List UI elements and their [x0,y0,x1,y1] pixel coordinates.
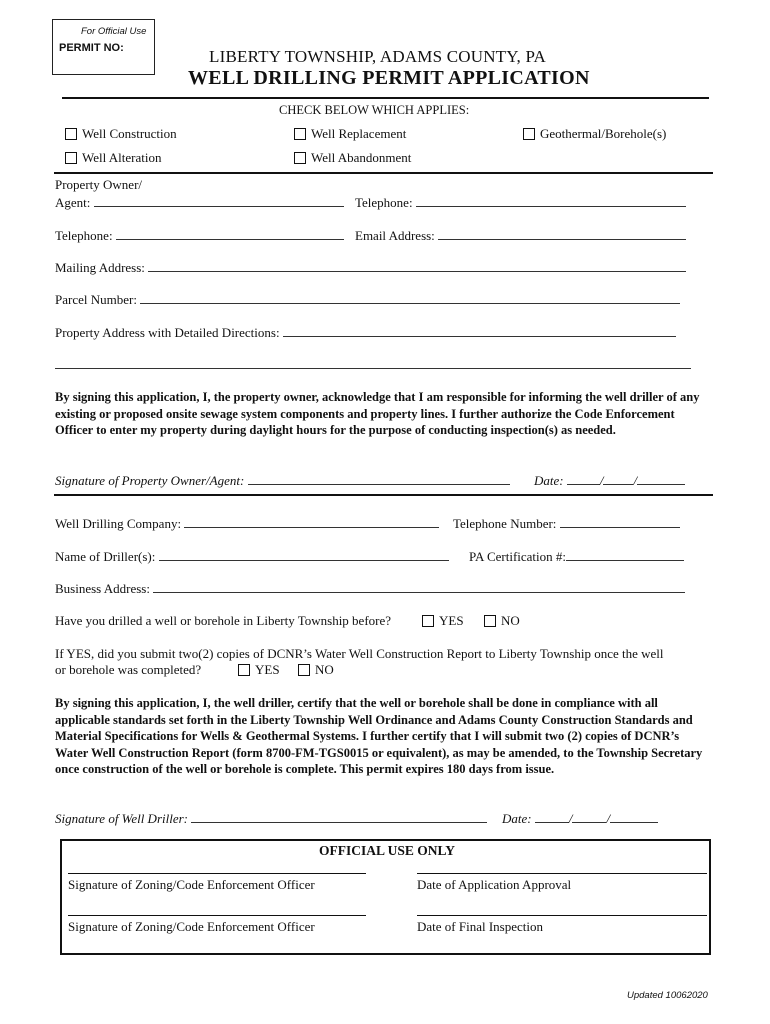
checkbox-label: Geothermal/Borehole(s) [540,126,667,141]
property-address-line[interactable] [283,324,676,337]
submitted-reports-yes[interactable] [238,662,280,678]
checkbox-square[interactable] [298,664,310,676]
driller-signature-line[interactable] [191,810,487,823]
drillers-label: Name of Driller(s): [55,549,156,564]
owner-signature-field[interactable] [55,472,510,489]
property-address-line-2[interactable] [55,356,691,369]
date-day[interactable] [603,472,633,485]
date-month[interactable] [535,810,569,823]
officer-signature-label-2: Signature of Zoning/Code Enforcement Officer [68,919,315,934]
owner-signature-label: Signature of Property Owner/Agent: [55,473,245,488]
checkbox-well-alteration[interactable] [65,150,161,166]
mailing-line[interactable] [148,259,686,272]
owner-label-line1: Property Owner/ [55,177,143,192]
checkbox-square[interactable] [65,128,77,140]
telephone-field-2[interactable] [55,227,344,244]
date-year[interactable] [637,472,685,485]
company-label: Well Drilling Company: [55,516,182,531]
permit-number-label: PERMIT NO: [59,42,124,54]
owner-agent-label: Agent: [55,195,91,210]
drilled-before-no[interactable] [484,613,520,629]
checkbox-label: Well Alteration [82,150,162,165]
checkbox-square[interactable] [65,152,77,164]
property-address-continued[interactable] [55,356,691,373]
property-address-label: Property Address with Detailed Directions: [55,325,280,340]
mailing-label: Mailing Address: [55,260,145,275]
drillers-field[interactable] [55,548,449,565]
business-address-label: Business Address: [55,581,150,596]
updated-note: Updated 10062020 [627,990,708,1001]
inspection-date-line[interactable] [417,915,707,916]
official-use-title: OFFICIAL USE ONLY [319,843,456,858]
checkbox-label: Well Abandonment [311,150,412,165]
question-1-text: Have you drilled a well or borehole in Liberty Township before? [55,613,392,628]
owner-statement: By signing this application, I, the property owner, acknowledge that I am responsible for informing the well driller of any existing or proposed onsite sewage system components and property lines. I further authorize the Code Enforcement Officer to enter my property during daylight hours for the purpose of conducting inspection(s) as needed. [55,390,700,437]
driller-date-label: Date: [502,811,532,826]
check-instruction: CHECK BELOW WHICH APPLIES: [279,103,470,117]
parcel-number-field[interactable] [55,291,680,308]
company-phone-field[interactable] [453,515,680,532]
parcel-line[interactable] [140,291,680,304]
driller-signature-field[interactable] [55,810,487,827]
parcel-label: Parcel Number: [55,292,137,307]
officer-signature-line-2[interactable] [68,915,366,916]
owner-date-field[interactable]: Date: / / [534,472,685,489]
owner-agent-line[interactable] [94,194,344,207]
driller-date-field[interactable]: Date: / / [502,810,658,827]
property-address-field[interactable] [55,324,676,341]
owner-agent-field[interactable] [55,194,344,211]
yes-label: YES [255,662,280,677]
checkbox-well-replacement[interactable] [294,126,406,142]
header-divider [62,97,709,99]
approval-date-line[interactable] [417,873,707,874]
business-address-field[interactable] [55,580,685,597]
company-phone-label: Telephone Number: [453,516,557,531]
owner-telephone-field[interactable] [355,194,686,211]
section-divider [54,172,713,174]
email-label: Email Address: [355,228,435,243]
checkbox-well-abandonment[interactable] [294,150,411,166]
checkbox-square[interactable] [294,152,306,164]
certification-field[interactable] [469,548,684,565]
telephone-line-2[interactable] [116,227,344,240]
drilled-before-yes[interactable] [422,613,464,629]
telephone-label-2: Telephone: [55,228,113,243]
official-use-label: For Official Use [81,26,147,37]
question-2-line1: If YES, did you submit two(2) copies of DCNR’s Water Well Construction Report to Liberty Township once the well [55,646,664,661]
submitted-reports-no[interactable] [298,662,334,678]
mailing-address-field[interactable] [55,259,686,276]
checkbox-square[interactable] [523,128,535,140]
date-month[interactable] [567,472,600,485]
checkbox-label: Well Construction [82,126,177,141]
officer-signature-line-1[interactable] [68,873,366,874]
yes-label: YES [439,613,464,628]
township-heading: LIBERTY TOWNSHIP, ADAMS COUNTY, PA [209,47,547,66]
drilling-company-field[interactable] [55,515,439,532]
question-2-line2: or borehole was completed? [55,662,202,677]
no-label: NO [315,662,334,677]
drilled-before-question [55,613,391,629]
telephone-label: Telephone: [355,195,413,210]
checkbox-square[interactable] [484,615,496,627]
checkbox-square[interactable] [294,128,306,140]
section-divider-2 [54,494,713,496]
company-line[interactable] [184,515,439,528]
company-phone-line[interactable] [560,515,680,528]
driller-statement: By signing this application, I, the well driller, certify that the well or borehole shall be done in compliance with all applicable standards set forth in the Liberty Township Well Ordinance and Adams County Construction Standards and Material Specifications for Wells & Geothermal Systems. I further certify that I will submit two (2) copies of DCNR’s Water Well Construction Report (form 8700-FM-TGS0015 or equivalent), as may be amended, to the Township Secretary once construction of the well or borehole is complete. This permit expires 180 days from issue. [55,696,703,776]
inspection-date-label: Date of Final Inspection [417,919,543,934]
checkbox-square[interactable] [422,615,434,627]
page-title: WELL DRILLING PERMIT APPLICATION [188,67,590,89]
drillers-line[interactable] [159,548,449,561]
business-address-line[interactable] [153,580,685,593]
owner-date-label: Date: [534,473,564,488]
driller-signature-label: Signature of Well Driller: [55,811,189,826]
certification-label: PA Certification #: [469,549,567,564]
checkbox-square[interactable] [238,664,250,676]
email-line[interactable] [438,227,686,240]
checkbox-label: Well Replacement [311,126,407,141]
date-day[interactable] [572,810,606,823]
email-field[interactable] [355,227,686,244]
telephone-line[interactable] [416,194,686,207]
no-label: NO [501,613,520,628]
certification-line[interactable] [566,548,684,561]
checkbox-geothermal[interactable] [523,126,666,142]
owner-signature-line[interactable] [248,472,510,485]
approval-date-label: Date of Application Approval [417,877,572,892]
checkbox-well-construction[interactable] [65,126,177,142]
officer-signature-label-1: Signature of Zoning/Code Enforcement Officer [68,877,315,892]
permit-number-box [52,19,155,75]
date-year[interactable] [610,810,658,823]
